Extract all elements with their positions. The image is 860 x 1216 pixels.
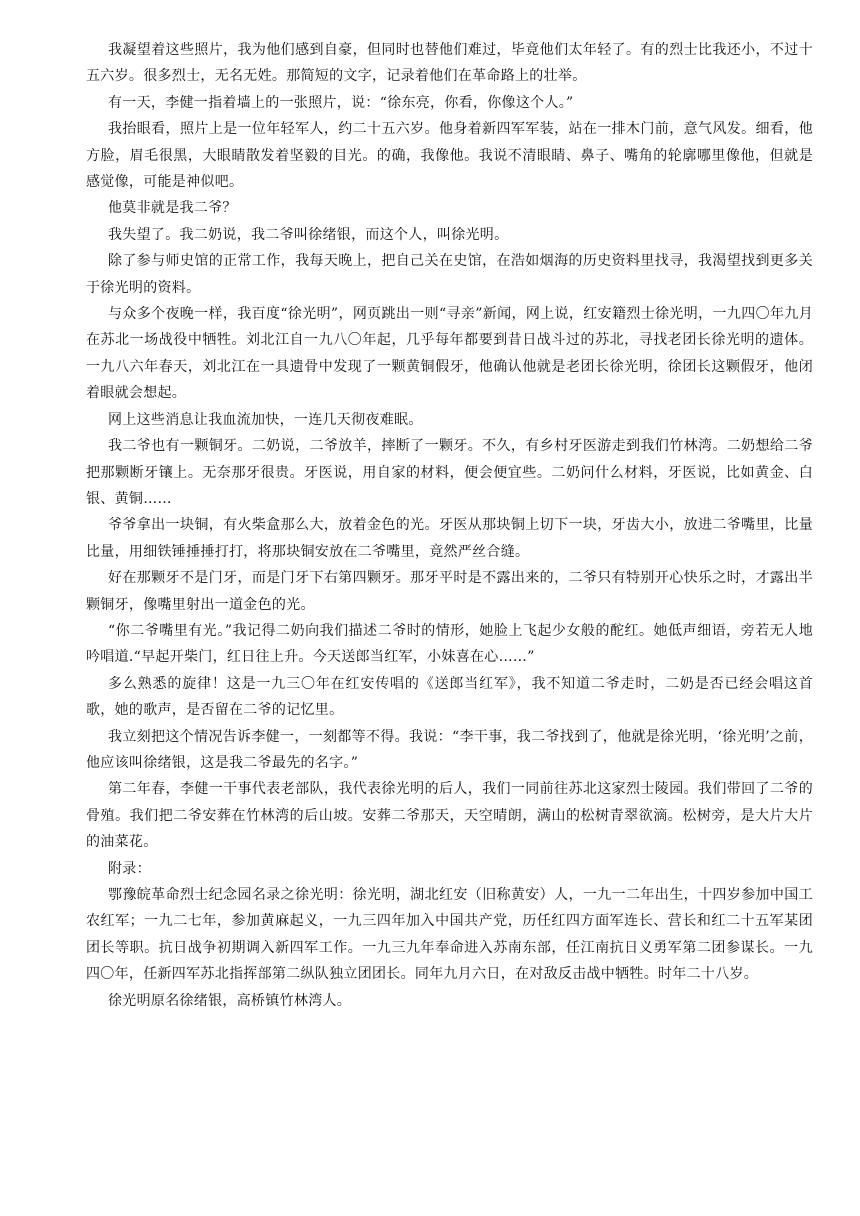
paragraph: 爷爷拿出一块铜，有火柴盒那么大，放着金色的光。牙医从那块铜上切下一块，牙齿大小，放进二爷嘴里，比量比量，用细铁锤捶捶打打，将那块铜安放在二爷嘴里，竟然严丝合缝。 <box>86 517 813 560</box>
appendix-entry: 鄂豫皖革命烈士纪念园名录之徐光明：徐光明，湖北红安（旧称黄安）人，一九一二年出生，十四岁参加中国工农红军；一九二七年，参加黄麻起义，一九三四年加入中国共产党，历任红四方面军连长、营长和红二十五军某团团长等职。抗日战争初期调入新四军工作。一九三九年奉命进入苏南东部，任江南抗日义勇军第二团参谋长。一九四〇年，任新四军苏北指挥部第二纵队独立团团长。同年九月六日，在对敌反击战中牺牲。时年二十八岁。 <box>86 887 813 983</box>
paragraph: 我立刻把这个情况告诉李健一，一刻都等不得。我说：“李干事，我二爷找到了，他就是徐光明，‘徐光明’之前，他应该叫徐绪银，这是我二爷最先的名字。” <box>86 728 813 771</box>
paragraph: “你二爷嘴里有光。”我记得二奶向我们描述二爷时的情形，她脸上飞起少女般的酡红。她低声细语，旁若无人地吟唱道.“早起开柴门，红日往上升。今天送郎当红军，小妹喜在心……” <box>86 622 813 666</box>
paragraph: 与众多个夜晚一样，我百度“徐光明”，网页跳出一则“寻亲”新闻，网上说，红安籍烈士徐光明，一九四〇年九月在苏北一场战役中牺牲。刘北江自一九八〇年起，几乎每年都要到昔日战斗过的苏北，寻找老团长徐光明的遗体。一九八六年春天，刘北江在一具遗骨中发现了一颗黄铜假牙，他确认他就是老团长徐光明，徐团长这颗假牙，他闭着眼就会想起。 <box>86 306 813 402</box>
paragraph: 除了参与师史馆的正常工作，我每天晚上，把自己关在史馆，在浩如烟海的历史资料里找寻，我渴望找到更多关于徐光明的资料。 <box>86 253 813 296</box>
article-body <box>86 37 813 1014</box>
paragraph: 我失望了。我二奶说，我二爷叫徐绪银，而这个人，叫徐光明。 <box>108 226 509 243</box>
appendix-heading: 附录： <box>108 860 151 877</box>
paragraph: 我二爷也有一颗铜牙。二奶说，二爷放羊，摔断了一颗牙。不久，有乡村牙医游走到我们竹林湾。二奶想给二爷把那颗断牙镶上。无奈那牙很贵。牙医说，用自家的材料，便会便宜些。二奶问什么材料，牙医说，比如黄金、白银、黄铜…… <box>86 438 813 507</box>
paragraph: 第二年春，李健一干事代表老部队，我代表徐光明的后人，我们一同前往苏北这家烈士陵园。我们带回了二爷的骨殖。我们把二爷安葬在竹林湾的后山坡。安葬二爷那天，天空晴朗，满山的松树青翠欲滴。松树旁，是大片大片的油菜花。 <box>86 781 813 851</box>
paragraph: 我抬眼看，照片上是一位年轻军人，约二十五六岁。他身着新四军军装，站在一排木门前，意气风发。细看，他方脸，眉毛很黑，大眼睛散发着坚毅的目光。的确，我像他。我说不清眼睛、鼻子、嘴角的轮廓哪里像他，但就是感觉像，可能是神似吧。 <box>86 121 813 191</box>
paragraph: 有一天，李健一指着墙上的一张照片，说：“徐东亮，你看，你像这个人。” <box>108 94 574 111</box>
appendix-note: 徐光明原名徐绪银，高桥镇竹林湾人。 <box>108 992 352 1009</box>
paragraph: 网上这些消息让我血流加快，一连几天彻夜难眠。 <box>108 411 423 428</box>
paragraph: 多么熟悉的旋律！这是一九三〇年在红安传唱的《送郎当红军》，我不知道二爷走时，二奶是否已经会唱这首歌，她的歌声，是否留在二爷的记忆里。 <box>86 675 813 719</box>
paragraph: 我凝望着这些照片，我为他们感到自豪，但同时也替他们难过，毕竟他们太年轻了。有的烈士比我还小，不过十五六岁。很多烈士，无名无姓。那简短的文字，记录着他们在革命路上的壮举。 <box>86 42 813 85</box>
paragraph: 他莫非就是我二爷？ <box>108 200 237 217</box>
paragraph: 好在那颗牙不是门牙，而是门牙下右第四颗牙。那牙平时是不露出来的，二爷只有特别开心快乐之时，才露出半颗铜牙，像嘴里射出一道金色的光。 <box>86 570 813 613</box>
